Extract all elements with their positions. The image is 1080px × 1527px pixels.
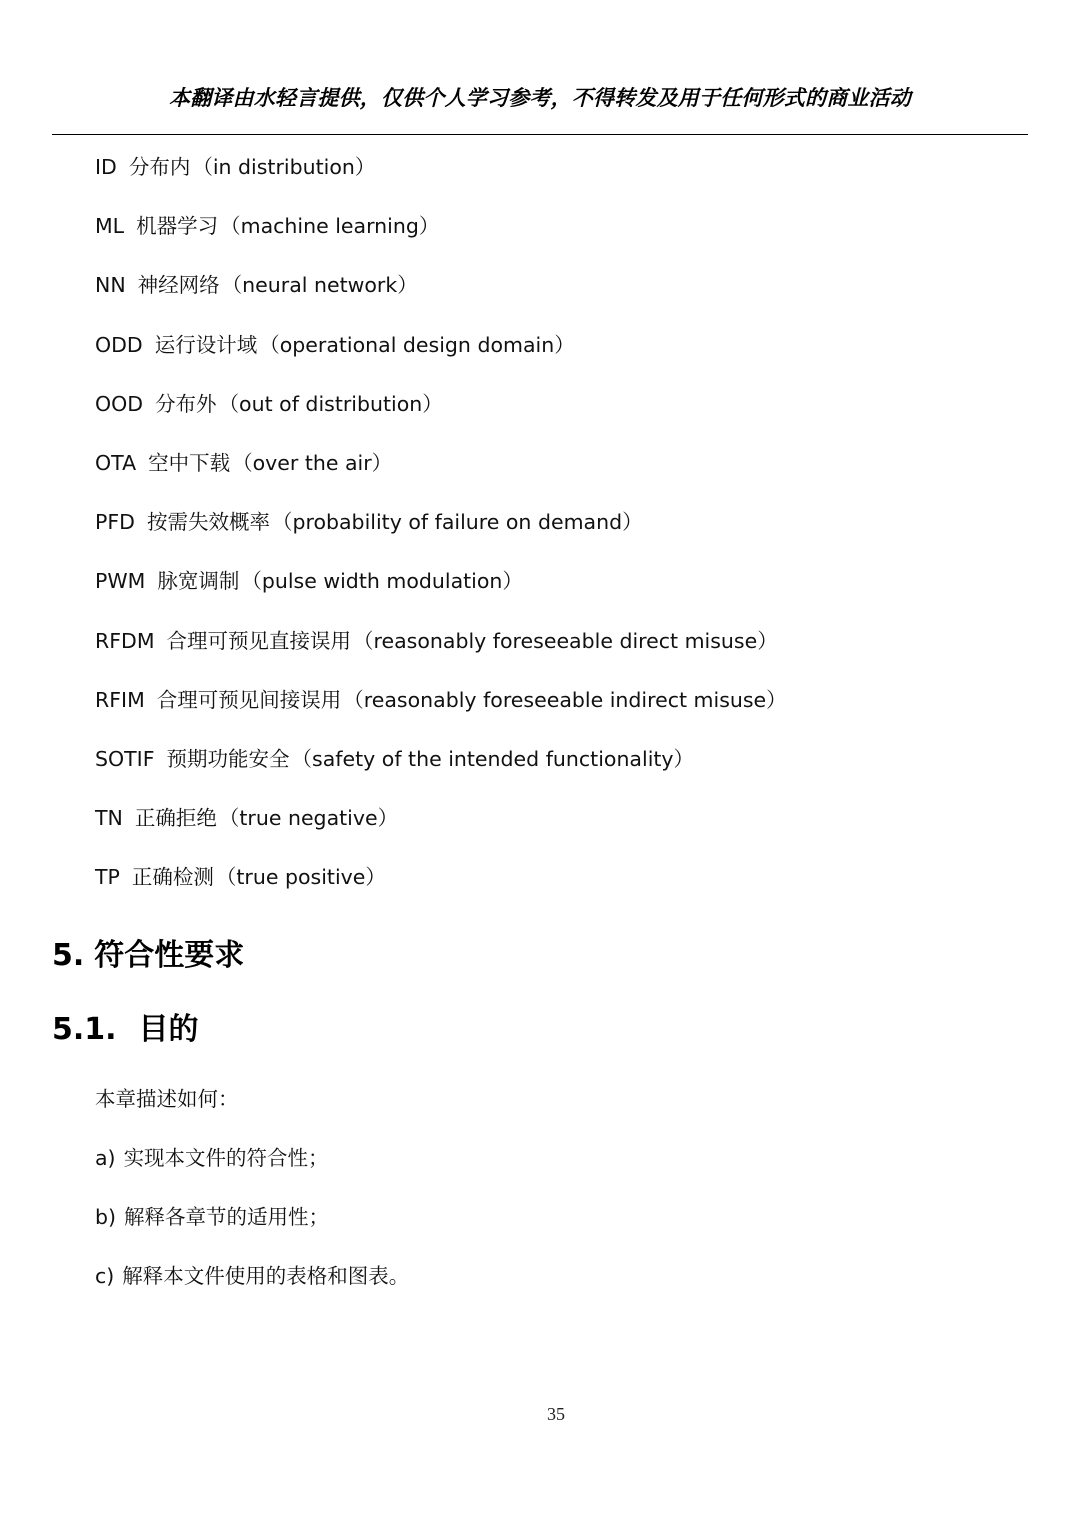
list-marker: b) — [95, 1205, 117, 1230]
abbreviation-item — [95, 152, 787, 211]
abbreviation-chinese: 运行设计域 — [154, 332, 258, 357]
abbreviation-english: （true positive） — [215, 865, 386, 890]
list-item — [95, 1143, 409, 1202]
abbreviation-chinese: 机器学习 — [136, 214, 219, 239]
list-marker: a) — [95, 1146, 116, 1170]
abbreviation-item — [95, 862, 787, 921]
abbreviation-english: （over the air） — [232, 450, 393, 475]
abbreviation-code: PWM — [95, 569, 146, 594]
list-item — [95, 1261, 409, 1320]
abbreviation-english: （out of distribution） — [218, 391, 443, 416]
abbreviation-item — [95, 507, 787, 566]
abbreviation-code: OTA — [95, 450, 137, 475]
abbreviation-english: （reasonably foreseeable indirect misuse） — [343, 687, 787, 712]
abbreviation-item — [95, 211, 787, 270]
abbreviation-list — [95, 152, 787, 921]
abbreviation-english: （true negative） — [218, 806, 399, 831]
abbreviation-code: SOTIF — [95, 746, 155, 771]
abbreviation-code: RFIM — [95, 687, 145, 712]
abbreviation-item — [95, 566, 787, 625]
abbreviation-chinese: 分布外 — [155, 391, 217, 416]
abbreviation-code: PFD — [95, 510, 135, 535]
section-title: 符合性要求 — [94, 938, 245, 973]
abbreviation-chinese: 脉宽调制 — [157, 569, 240, 594]
section-number: 5.1. — [52, 1012, 117, 1047]
abbreviation-english: （probability of failure on demand） — [271, 510, 643, 535]
abbreviation-item — [95, 803, 787, 862]
abbreviation-item — [95, 626, 787, 685]
section-number: 5. — [52, 938, 85, 973]
abbreviation-chinese: 正确拒绝 — [134, 806, 217, 831]
abbreviation-chinese: 空中下载 — [148, 450, 231, 475]
section-5-1-heading — [52, 1004, 199, 1048]
abbreviation-item — [95, 330, 787, 389]
abbreviation-chinese: 神经网络 — [137, 273, 220, 298]
abbreviation-chinese: 预期功能安全 — [166, 746, 290, 771]
page-number: 35 — [547, 1404, 565, 1424]
abbreviation-chinese: 分布内 — [128, 155, 191, 179]
abbreviation-english: （reasonably foreseeable direct misuse） — [353, 628, 778, 653]
abbreviation-code: OOD — [95, 391, 144, 416]
section-5-heading — [52, 930, 244, 974]
list-item-text: 解释本文件使用的表格和图表。 — [122, 1264, 410, 1289]
abbreviation-code: ODD — [95, 332, 143, 357]
abbreviation-chinese: 合理可预见间接误用 — [156, 687, 342, 712]
abbreviation-chinese: 合理可预见直接误用 — [166, 628, 352, 653]
list-marker: c) — [95, 1264, 115, 1289]
list-item-text: 解释各章节的适用性； — [124, 1205, 330, 1230]
purpose-list — [95, 1143, 409, 1321]
page-header-notice: 本翻译由水轻言提供，仅供个人学习参考，不得转发及用于任何形式的商业活动 — [169, 86, 911, 110]
abbreviation-item — [95, 270, 787, 329]
abbreviation-english: （neural network） — [221, 273, 418, 298]
abbreviation-code: TN — [95, 806, 123, 831]
abbreviation-chinese: 按需失效概率 — [146, 510, 270, 535]
abbreviation-code: TP — [95, 865, 120, 890]
list-item-text: 实现本文件的符合性； — [123, 1146, 329, 1170]
abbreviation-code: NN — [95, 273, 126, 298]
abbreviation-english: （machine learning） — [220, 214, 440, 239]
header-divider — [52, 134, 1028, 135]
abbreviation-code: ID — [95, 155, 117, 179]
abbreviation-item — [95, 448, 787, 507]
section-intro-text: 本章描述如何： — [95, 1087, 239, 1111]
list-item — [95, 1202, 409, 1261]
abbreviation-item — [95, 685, 787, 744]
abbreviation-item — [95, 744, 787, 803]
abbreviation-english: （operational design domain） — [259, 332, 575, 357]
section-title: 目的 — [138, 1012, 199, 1047]
abbreviation-english: （pulse width modulation） — [241, 569, 523, 594]
abbreviation-english: （in distribution） — [192, 155, 376, 179]
abbreviation-code: RFDM — [95, 628, 155, 653]
abbreviation-chinese: 正确检测 — [131, 865, 214, 890]
abbreviation-code: ML — [95, 214, 125, 239]
abbreviation-english: （safety of the intended functionality） — [291, 746, 695, 771]
abbreviation-item — [95, 389, 787, 448]
